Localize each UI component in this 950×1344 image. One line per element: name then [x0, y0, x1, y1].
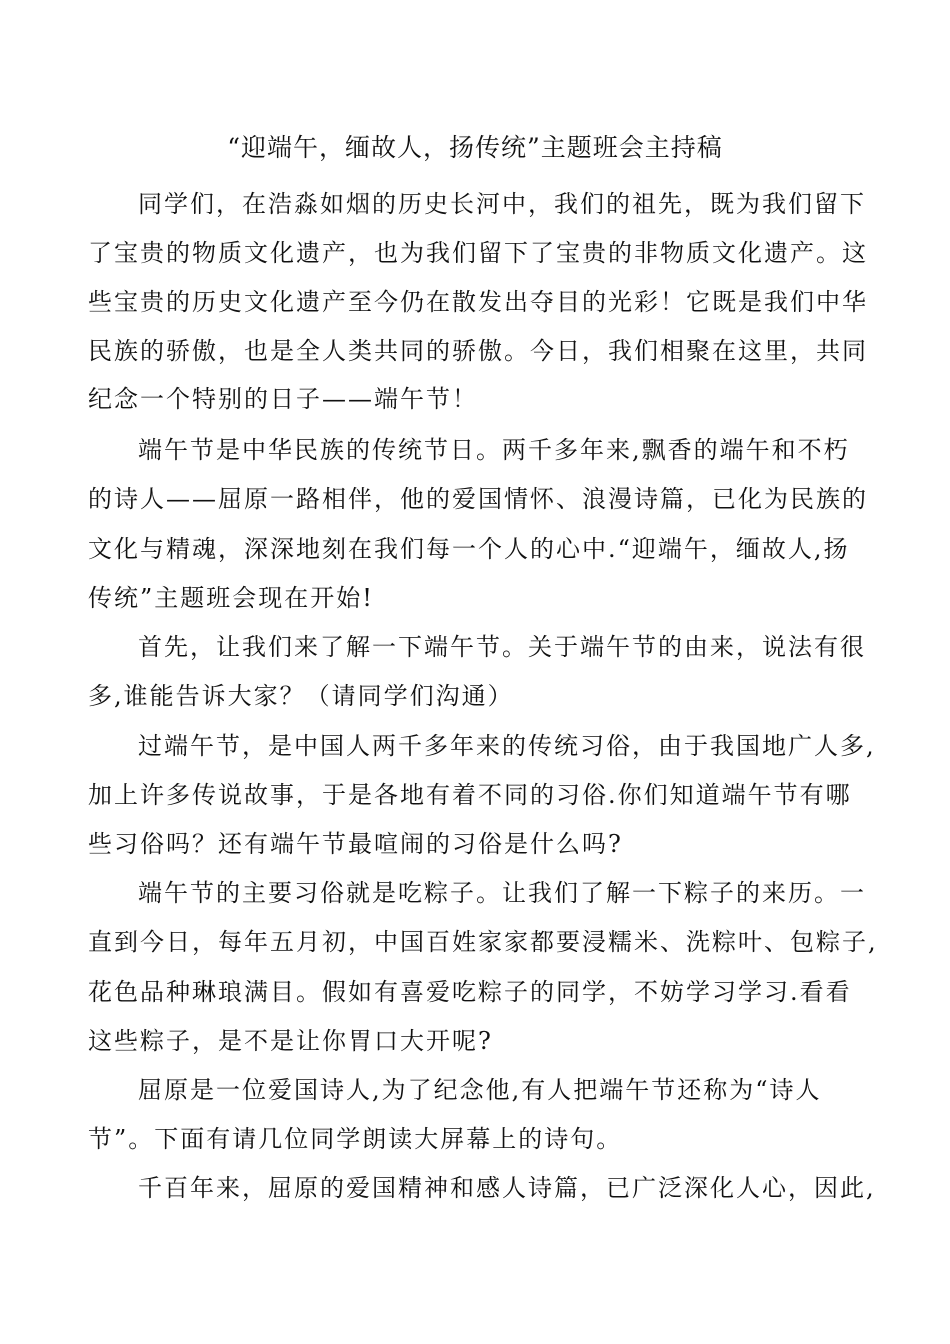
paragraph-line: 民族的骄傲，也是全人类共同的骄傲。今日，我们相聚在这里，共同	[88, 337, 868, 365]
paragraph-line: 传统”主题班会现在开始!	[88, 584, 374, 612]
paragraph-line: 端午节是中华民族的传统节日。两千多年来,飘香的端午和不朽	[138, 436, 850, 464]
document-title: “迎端午，缅故人，扬传统”主题班会主持稿	[227, 133, 723, 162]
paragraph-line: 屈原是一位爱国诗人,为了纪念他,有人把端午节还称为“诗人	[138, 1076, 822, 1104]
paragraph-line: 加上许多传说故事，于是各地有着不同的习俗.你们知道端午节有哪	[88, 781, 852, 809]
paragraph-line: 首先，让我们来了解一下端午节。关于端午节的由来，说法有很	[138, 633, 866, 661]
paragraph-line: 这些粽子，是不是让你胃口大开呢?	[88, 1027, 493, 1055]
paragraph-line: 花色品种琳琅满目。假如有喜爱吃粽子的同学，不妨学习学习.看看	[88, 978, 852, 1006]
paragraph-line: 文化与精魂，深深地刻在我们每一个人的心中.“迎端午，缅故人,扬	[88, 535, 850, 563]
paragraph-line: 些宝贵的历史文化遗产至今仍在散发出夺目的光彩！它既是我们中华	[88, 288, 868, 316]
paragraph-line: 纪念一个特别的日子——端午节！	[88, 385, 478, 413]
paragraph-line: 了宝贵的物质文化遗产，也为我们留下了宝贵的非物质文化遗产。这	[88, 239, 868, 267]
paragraph-line: 直到今日，每年五月初，中国百姓家家都要浸糯米、洗粽叶、包粽子,	[88, 928, 878, 956]
paragraph-line: 的诗人——屈原一路相伴，他的爱国情怀、浪漫诗篇，已化为民族的	[88, 485, 868, 513]
paragraph-line: 些习俗吗？还有端午节最喧闹的习俗是什么吗?	[88, 830, 623, 858]
paragraph-line: 千百年来，屈原的爱国精神和感人诗篇，已广泛深化人心，因此,	[138, 1174, 876, 1202]
paragraph-line: 节”。下面有请几位同学朗读大屏幕上的诗句。	[88, 1125, 623, 1153]
paragraph-line: 端午节的主要习俗就是吃粽子。让我们了解一下粽子的来历。一	[138, 879, 866, 907]
paragraph-line: 多,谁能告诉大家？（请同学们沟通）	[88, 682, 514, 710]
paragraph-line: 过端午节，是中国人两千多年来的传统习俗，由于我国地广人多,	[138, 732, 876, 760]
paragraph-line: 同学们，在浩淼如烟的历史长河中，我们的祖先，既为我们留下	[138, 190, 866, 218]
